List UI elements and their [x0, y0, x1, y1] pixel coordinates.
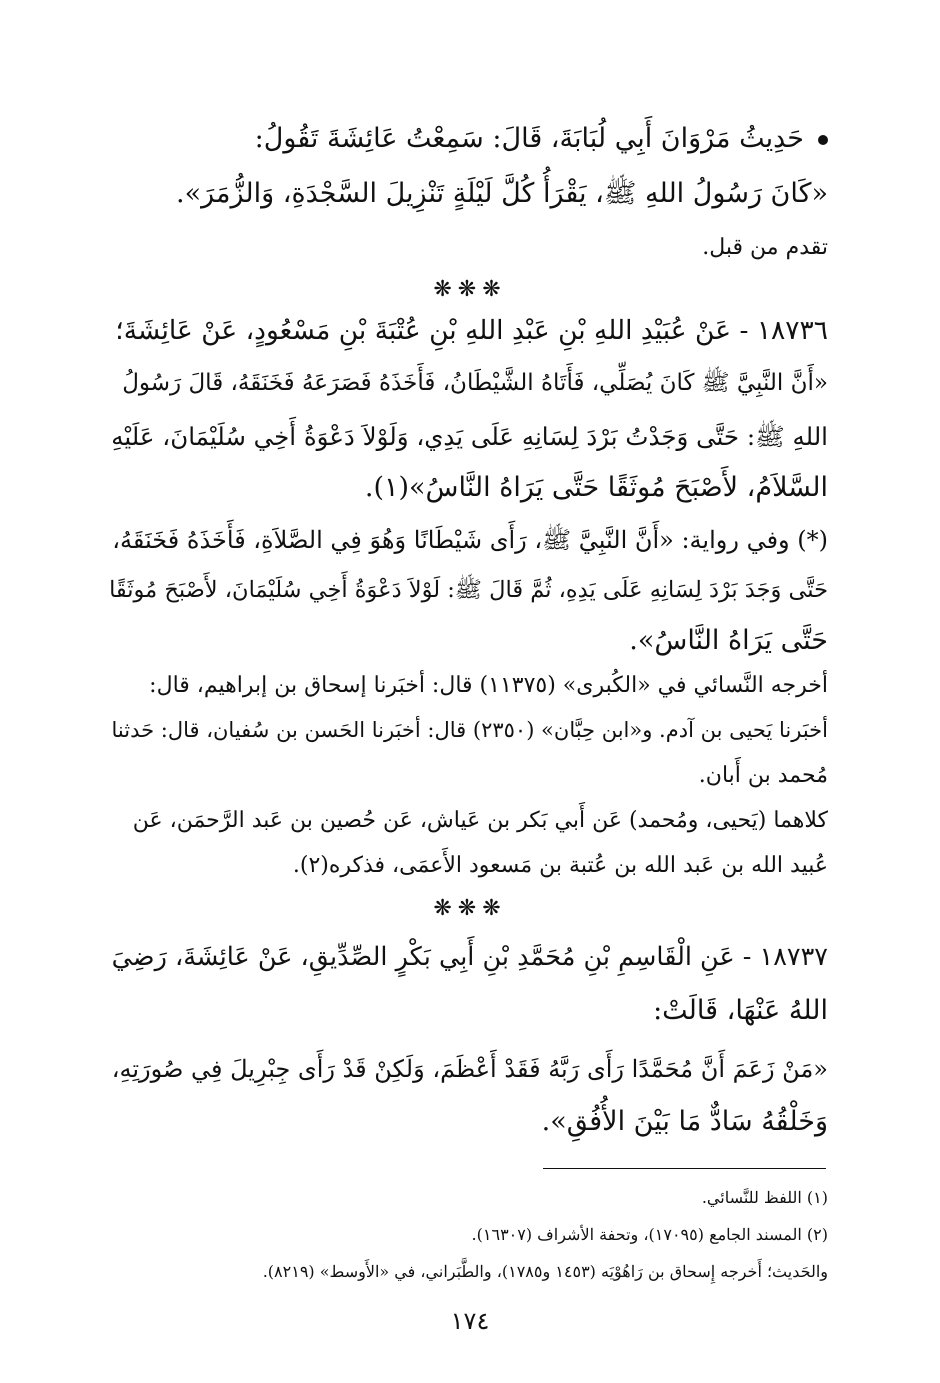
- hadith-18736-line-4: السَّلاَمُ، لأَصْبَحَ مُوثَقًا حَتَّى يَرَاهُ النَّاسُ»(١).: [364, 472, 828, 503]
- section-separator: ❋❋❋: [433, 277, 507, 302]
- isnad-line-1: كلاهما (يَحيى، ومُحمد) عَن أَبي بَكر بن عَياش، عَن حُصين بن عَبد الرَّحمَن، عَن: [132, 808, 828, 833]
- hadith-18737-line-4: وَخَلْقُهُ سَادٌّ مَا بَيْنَ الأُفُقِ».: [541, 1106, 828, 1137]
- riwaya-line-2: حَتَّى وَجَدَ بَرْدَ لِسَانِهِ عَلَى يَدِهِ، ثُمَّ قَالَ ﷺ: لَوْلاَ دَعْوَةُ أَخِي سُلَيْمَانَ، لأَصْبَحَ مُوثَقًا: [109, 577, 828, 603]
- section-separator: ❋❋❋: [433, 896, 507, 921]
- takhrij-line-2: أخبَرنا يَحيى بن آدم. و«ابن حِبَّان» (٢٣٥٠) قال: أخبَرنا الحَسن بن سُفيان، قال: حَدثنا: [111, 718, 828, 742]
- bullet-icon: [818, 135, 828, 145]
- footnote-2: (٢) المسند الجامع (١٧٠٩٥)، وتحفة الأشراف (١٦٣٠٧).: [471, 1225, 828, 1244]
- hadith-18736-line-1: ١٨٧٣٦ - عَنْ عُبَيْدِ اللهِ بْنِ عَبْدِ اللهِ بْنِ عُتْبَةَ بْنِ مَسْعُودٍ، عَنْ عَائِشَةَ؛: [115, 315, 828, 346]
- footnote-divider: [543, 1168, 826, 1169]
- takhrij-line-3: مُحمد بن أَبان.: [698, 763, 828, 788]
- hadith-heading: [108, 125, 828, 152]
- hadith-18736-line-2: «أَنَّ النَّبِيَّ ﷺ كَانَ يُصَلِّي، فَأَتَاهُ الشَّيْطَانُ، فَأَخَذَهُ فَصَرَعَهُ فَخَنَقَهُ، قَالَ رَسُولُ: [122, 370, 828, 396]
- footnote-1: (١) اللفظ للنَّسائي.: [701, 1188, 828, 1207]
- footnote-3: والحَديث؛ أَخرجه إِسحاق بن رَاهُوْيَه (١٤٥٣ و١٧٨٥)، والطَّبَراني، في «الأَوسط» (٨٢١٩).: [262, 1262, 828, 1281]
- hadith-18737-line-3: «مَنْ زَعَمَ أَنَّ مُحَمَّدًا رَأَى رَبَّهُ فَقَدْ أَعْظَمَ، وَلَكِنْ قَدْ رَأَى جِبْرِيلَ فِي صُورَتِهِ،: [111, 1055, 828, 1083]
- isnad-line-2: عُبيد الله بن عَبد الله بن عُتبة بن مَسعود الأَعمَى، فذكره(٢).: [292, 853, 828, 878]
- riwaya-line-1: (*) وفي رواية: «أَنَّ النَّبِيَّ ﷺ، رَأَى شَيْطَانًا وَهُوَ فِي الصَّلاَةِ، فَأَخَذَهُ فَخَنَقَهُ،: [112, 526, 828, 554]
- takhrij-line-1: أخرجه النَّسائي في «الكُبرى» (١١٣٧٥) قال: أخبَرنا إسحاق بن إبراهيم، قال:: [149, 673, 828, 698]
- cross-reference-note: تقدم من قبل.: [702, 235, 828, 260]
- hadith-18737-line-1: ١٨٧٣٧ - عَنِ الْقَاسِمِ بْنِ مُحَمَّدِ بْنِ أَبِي بَكْرٍ الصِّدِّيقِ، عَنْ عَائِشَةَ، رَضِيَ: [111, 942, 828, 972]
- heading-text: حَدِيثُ مَرْوَانَ أَبِي لُبَابَةَ، قَالَ: سَمِعْتُ عَائِشَةَ تَقُولُ:: [254, 123, 804, 154]
- page-number: ١٧٤: [450, 1307, 490, 1335]
- hadith-quote: «كَانَ رَسُولُ اللهِ ﷺ، يَقْرَأُ كُلَّ لَيْلَةٍ تَنْزِيلَ السَّجْدَةِ، وَالزُّمَرَ».: [176, 178, 828, 209]
- hadith-18736-line-3: اللهِ ﷺ: حَتَّى وَجَدْتُ بَرْدَ لِسَانِهِ عَلَى يَدِي، وَلَوْلاَ دَعْوَةُ أَخِي سُلَيْمَانَ، عَلَيْهِ: [111, 422, 828, 451]
- hadith-18737-line-2: اللهُ عَنْهَا، قَالَتْ:: [653, 995, 828, 1026]
- riwaya-line-3: حَتَّى يَرَاهُ النَّاسُ».: [629, 625, 828, 656]
